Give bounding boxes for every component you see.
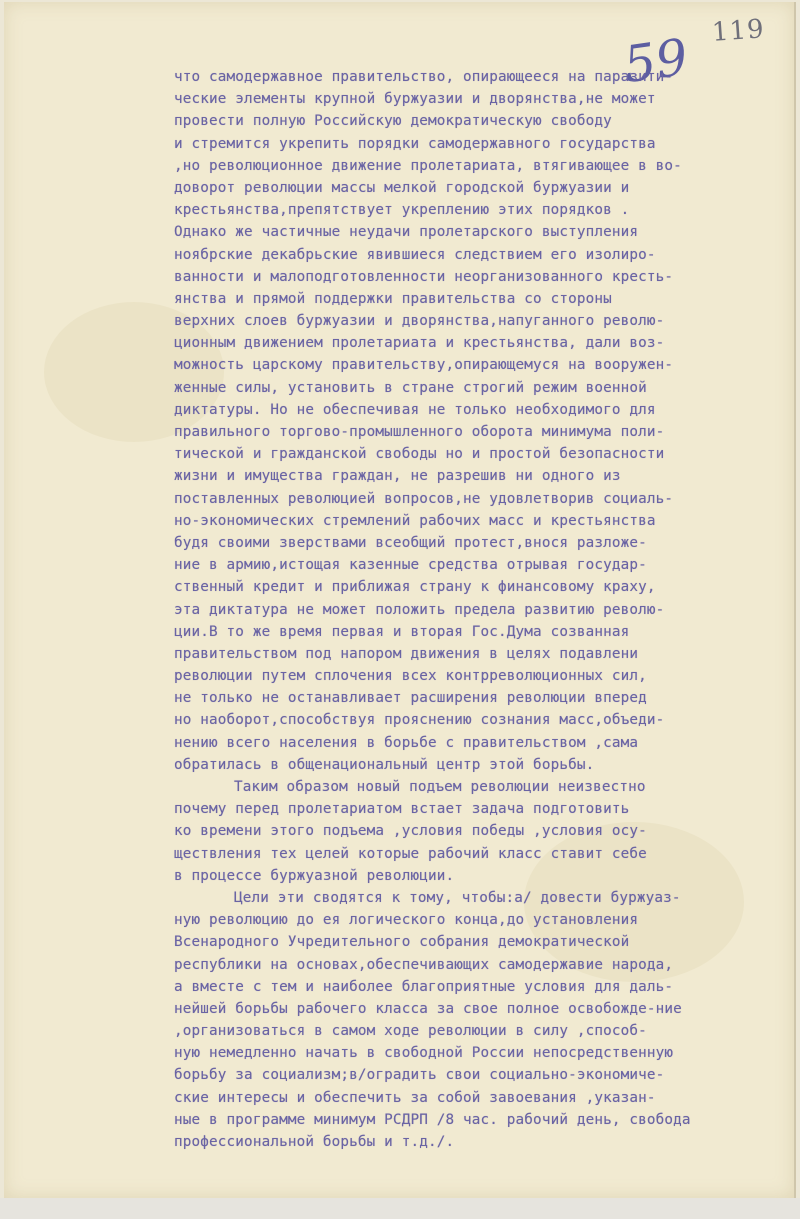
- text-line: но наоборот,способствуя прояснению сознания масс,объеди-: [174, 712, 665, 729]
- text-line: жизни и имущества граждан, не разрешив ни одного из: [174, 468, 621, 485]
- text-line: в процессе буржуазной революции.: [174, 867, 455, 884]
- document-page: [4, 2, 796, 1198]
- text-line: ственный кредит и приближая страну к финансовому краху,: [174, 579, 656, 596]
- text-line: ко времени этого подъема ,условия победы ,условия осу-: [174, 823, 647, 840]
- text-line: борьбу за социализм;в/оградить свои социально-экономиче-: [174, 1067, 665, 1084]
- handwritten-page-number: 59: [620, 27, 692, 95]
- text-line: провести полную Российскую демократическую свободу: [174, 113, 612, 130]
- text-line: и стремится укрепить порядки самодержавного государства: [174, 135, 656, 152]
- folio-number: 119: [711, 14, 766, 48]
- text-line: но-экономических стремлений рабочих масс и крестьянства: [174, 512, 656, 529]
- scan-margin: [0, 1198, 800, 1219]
- text-line: ществления тех целей которые рабочий класс ставит себе: [174, 845, 647, 862]
- text-line: будя своими зверствами всеобщий протест,внося разложе-: [174, 534, 647, 551]
- text-line: почему перед пролетариатом встает задача подготовить: [174, 801, 630, 818]
- text-line: Всенародного Учредительного собрания демократической: [174, 934, 630, 951]
- text-line: янства и прямой поддержки правительства со стороны: [174, 290, 612, 307]
- text-line: правительством под напором движения в целях подавлени: [174, 645, 639, 662]
- text-line: доворот революции массы мелкой городской буржуазии и: [174, 179, 630, 196]
- text-line: революции путем сплочения всех контрреволюционных сил,: [174, 668, 647, 685]
- text-line: ские интересы и обеспечить за собой завоевания ,указан-: [174, 1089, 656, 1106]
- text-line: нению всего населения в борьбе с правительством ,сама: [174, 734, 639, 751]
- text-line: ноябрские декабрьские явившиеся следствием его изолиро-: [174, 246, 656, 263]
- text-line: республики на основах,обеспечивающих самодержавие народа,: [174, 956, 674, 973]
- text-line: ные в программе минимум РСДРП /8 час. рабочий день, свобода: [174, 1111, 691, 1128]
- text-line: ванности и малоподготовленности неорганизованного кресть-: [174, 268, 674, 285]
- text-line: нейшей борьбы рабочего класса за свое полное освобожде-ние: [174, 1000, 682, 1017]
- text-line: диктатуры. Но не обеспечивая не только необходимого для: [174, 401, 656, 418]
- text-line: ционным движением пролетариата и крестьянства, дали воз-: [174, 335, 665, 352]
- text-line: правильного торгово-промышленного оборота минимума поли-: [174, 424, 665, 440]
- text-line: ции.В то же время первая и вторая Гос.Дума созванная: [174, 623, 630, 640]
- text-line: женные силы, установить в стране строгий режим военной: [174, 379, 647, 396]
- text-line: профессиональной борьбы и т.д./.: [174, 1134, 455, 1150]
- text-line: ,организоваться в самом ходе революции в силу ,способ-: [174, 1023, 647, 1040]
- typewritten-text-body: [174, 66, 774, 1153]
- text-line: тической и гражданской свободы но и простой безопасности: [174, 446, 665, 463]
- text-line: ную революцию до ея логического конца,до установления: [174, 912, 639, 929]
- text-line: ,но революционное движение пролетариата, втягивающее в во-: [174, 157, 682, 174]
- text-line: не только не останавливает расширения революции вперед: [174, 690, 647, 707]
- text-line: обратилась в общенациональный центр этой борьбы.: [174, 756, 595, 773]
- text-line: верхних слоев буржуазии и дворянства,напуганного револю-: [174, 313, 665, 330]
- text-line: эта диктатура не может положить предела развитию револю-: [174, 601, 665, 618]
- text-line: можность царскому правительству,опирающемуся на вооружен-: [174, 357, 674, 374]
- text-line: Цели эти сводятся к тому, чтобы:а/ довести буржуаз-: [234, 889, 681, 906]
- text-line: Таким образом новый подъем революции неизвестно: [234, 779, 646, 795]
- text-line: поставленных революцией вопросов,не удовлетворив социаль-: [174, 490, 674, 507]
- text-line: а вместе с тем и наиболее благоприятные условия для даль-: [174, 978, 674, 995]
- text-line: ческие элементы крупной буржуазии и дворянства,не может: [174, 91, 656, 108]
- text-line: что самодержавное правительство, опирающееся на паразити-: [174, 69, 674, 85]
- text-line: Однако же частичные неудачи пролетарского выступления: [174, 224, 639, 241]
- text-line: ную немедленно начать в свободной России непосредственную: [174, 1045, 674, 1062]
- text-line: крестьянства,препятствует укреплению этих порядков .: [174, 202, 630, 219]
- text-line: ние в армию,истощая казенные средства отрывая государ-: [174, 557, 647, 574]
